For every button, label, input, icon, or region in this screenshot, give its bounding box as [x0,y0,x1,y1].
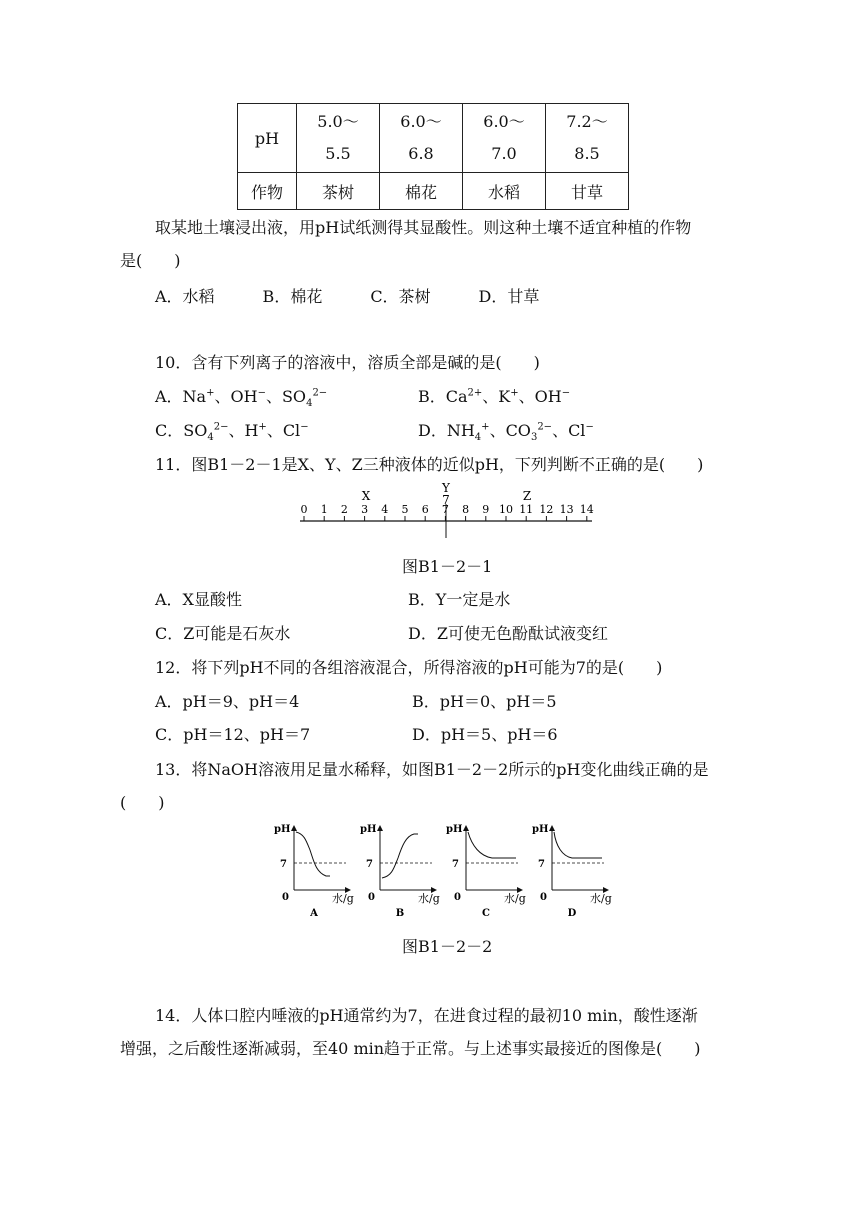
scale-tick-label: 12 [539,503,554,516]
figure-caption-1: 图B1－2－1 [402,557,493,576]
scale-tick-label: 0 [300,503,308,516]
text: 、OH [518,387,562,406]
q11-stem: 11．图B1－2－1是X、Y、Z三种液体的近似pH，下列判断不正确的是( ) [155,455,704,474]
table-cell: 茶树 [297,173,380,210]
scale-tick-label: 13 [559,503,574,516]
scale-tick-label: 5 [401,503,409,516]
q12-option-d: D．pH＝5、pH＝6 [412,725,558,744]
text: 2+ [467,387,483,399]
marker-y-value: 7 [442,493,450,507]
text: + [206,387,215,399]
text: − [300,421,309,433]
curve-panel-c [446,824,526,918]
text: 、CO [489,421,531,440]
panel-label: C [482,908,490,918]
q9-options: A．水稻 B．棉花 C．茶树 D．甘草 [155,287,540,306]
text: 、SO [265,387,307,406]
marker-y: Y [442,482,450,495]
q11-option-d: D．Z可使无色酚酞试液变红 [408,624,608,643]
ph-crop-table [237,103,629,210]
seven-label: 7 [366,859,373,870]
scale-ticks [304,516,587,521]
curve-panel-b [360,824,440,918]
q10-option-b [418,384,570,407]
text: − [585,421,594,433]
q10-option-d [418,418,594,443]
text: 4 [306,398,313,410]
table-cell: 甘草 [546,173,629,210]
text: + [258,421,267,433]
scale-tick-label: 14 [579,503,594,516]
text: − [257,387,266,399]
text: 、Cl [552,421,586,440]
text: − [561,387,571,399]
seven-label: 7 [452,859,459,870]
table-header-ph [238,104,297,173]
q11-option-c: C．Z可能是石灰水 [155,624,291,643]
range-high: 6.8 [408,144,434,163]
ph-curve [296,832,330,876]
curve-panel-d [532,824,612,918]
origin-label: 0 [540,892,547,903]
text: 4 [474,432,482,444]
table-cell [380,104,463,173]
ph-scale-figure [290,482,600,544]
panel-label: B [395,908,405,918]
ph-curve [554,832,602,858]
curve-panel-a [274,824,354,918]
q13-stem-line1: 13．将NaOH溶液用足量水稀释，如图B1－2－2所示的pH变化曲线正确的是 [155,760,709,779]
scale-tick-label: 4 [381,503,389,516]
scale-tick-label: 11 [519,503,534,516]
origin-label: 0 [454,892,461,903]
text: 2− [312,387,328,399]
text: C．SO [155,421,208,440]
q12-option-b: B．pH＝0、pH＝5 [412,692,557,711]
q12-stem: 12．将下列pH不同的各组溶液混合，所得溶液的pH可能为7的是( ) [155,658,663,677]
scale-tick-label: 2 [340,503,348,516]
scale-tick-label: 9 [482,503,490,516]
q9-stem-line2: 是( ) [120,251,181,270]
q14-stem-line2: 增强，之后酸性逐渐减弱，至40 min趋于正常。与上述事实最接近的图像是( ) [120,1039,701,1058]
x-axis-label: 水/g [590,892,612,905]
range-low: 7.2～ [566,112,608,131]
q10-option-c [155,418,309,443]
q9-stem-line1: 取某地土壤浸出液，用pH试纸测得其显酸性。则这种土壤不适宜种植的作物 [155,218,692,237]
scale-tick-label: 10 [499,503,513,516]
x-axis-label: 水/g [418,892,440,905]
text: 2− [213,421,229,433]
text: 3 [530,432,538,444]
scale-tick-label: 8 [462,503,470,516]
marker-z: Z [522,489,532,503]
range-high: 5.5 [325,144,351,163]
text: 、OH [214,387,258,406]
text: + [481,421,490,433]
q10-stem: 10．含有下列离子的溶液中，溶质全部是碱的是( ) [155,353,540,372]
y-axis-label: pH [532,824,549,835]
table-cell [297,104,380,173]
range-high: 7.0 [491,144,517,163]
q13-stem-line2: ( ) [120,793,165,812]
y-axis-label: pH [360,824,377,835]
q14-stem-line1: 14．人体口腔内唾液的pH通常约为7，在进食过程的最初10 min，酸性逐渐 [155,1006,698,1025]
text: + [510,387,519,399]
scale-tick-label: 1 [320,503,328,516]
table-cell: 棉花 [380,173,463,210]
q12-option-a: A．pH＝9、pH＝4 [155,692,300,711]
scale-tick-label: 7 [441,503,449,516]
q10-option-a [155,384,327,409]
text: 2− [537,421,553,433]
ph-curve [382,834,418,878]
y-axis-label: pH [446,824,463,835]
table-cell: 水稻 [463,173,546,210]
range-low: 6.0～ [400,112,442,131]
text: D．NH [418,421,475,440]
figure-caption-2: 图B1－2－2 [402,937,493,956]
range-low: 6.0～ [483,112,525,131]
panel-label: A [310,908,318,918]
table-cell: pH [254,128,280,148]
x-axis-label: 水/g [332,892,354,905]
ph-curve [468,832,516,858]
text: 、Cl [266,421,301,440]
text: 、H [228,421,259,440]
q11-option-a: A．X显酸性 [155,590,242,609]
text: 、K [482,387,511,406]
ph-curves-figure [270,818,620,918]
seven-label: 7 [538,859,545,870]
text: 4 [207,432,214,444]
origin-label: 0 [282,892,289,903]
text: A．Na [155,387,207,406]
panel-label: D [567,908,577,918]
q11-option-b: B．Y一定是水 [408,590,511,609]
marker-x: X [361,489,371,503]
scale-tick-label: 6 [421,503,429,516]
y-axis-label: pH [274,824,291,835]
seven-label: 7 [280,859,287,870]
x-axis-label: 水/g [504,892,526,905]
table-header-crop: 作物 [238,173,297,210]
table-cell [463,104,546,173]
q12-option-c: C．pH＝12、pH＝7 [155,725,311,744]
range-low: 5.0～ [317,112,359,131]
scale-tick-label: 3 [361,503,369,516]
table-cell [546,104,629,173]
text: B．Ca [418,387,468,406]
range-high: 8.5 [574,144,600,163]
origin-label: 0 [368,892,375,903]
